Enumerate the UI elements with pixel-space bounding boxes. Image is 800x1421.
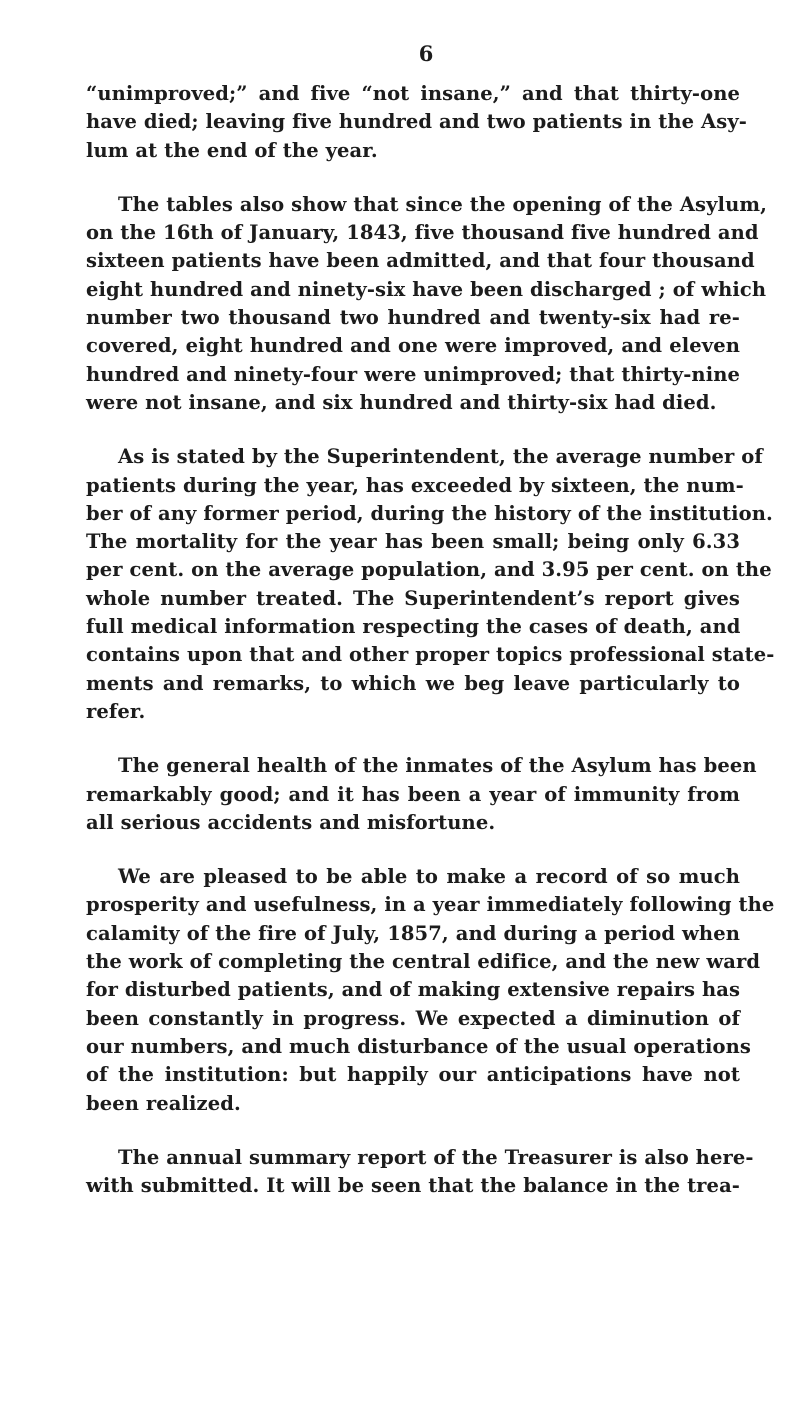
- document-body: [86, 80, 775, 1226]
- text-line: have died; leaving five hundred and two patients in the Asy-: [86, 110, 747, 134]
- text-line: with submitted. It will be seen that the balance in the trea-: [86, 1174, 740, 1198]
- text-line: ments and remarks, to which we beg leave particularly to: [86, 671, 740, 695]
- text-line: our numbers, and much disturbance of the usual operations: [86, 1034, 751, 1058]
- paragraph-3: [86, 443, 775, 726]
- text-line: patients during the year, has exceeded by sixteen, the num-: [86, 473, 744, 497]
- text-line: sixteen patients have been admitted, and that four thousand: [86, 249, 755, 273]
- text-line: contains upon that and other proper topics professional state-: [86, 643, 775, 667]
- text-line: been constantly in progress. We expected a diminution of: [86, 1006, 740, 1030]
- text-line: eight hundred and ninety-six have been discharged ; of which: [86, 277, 767, 301]
- text-line: calamity of the fire of July, 1857, and during a period when: [86, 921, 740, 945]
- text-line: hundred and ninety-four were unimproved; that thirty-nine: [86, 362, 740, 386]
- text-line: per cent. on the average population, and 3.95 per cent. on the: [86, 558, 772, 582]
- text-line: the work of completing the central edifice, and the new ward: [86, 950, 761, 974]
- text-line: The annual summary report of the Treasurer is also here-: [118, 1145, 754, 1169]
- text-line: As is stated by the Superintendent, the average number of: [118, 445, 763, 469]
- paragraph-6: [86, 1144, 754, 1201]
- paragraph-2: [86, 191, 767, 417]
- text-line: were not insane, and six hundred and thirty-six had died.: [86, 390, 717, 414]
- paragraph-4: [86, 752, 757, 837]
- text-line: been realized.: [86, 1091, 241, 1115]
- text-line: We are pleased to be able to make a record of so much: [118, 865, 740, 889]
- text-line: full medical information respecting the cases of death, and: [86, 615, 741, 639]
- text-line: “unimproved;” and five “not insane,” and that thirty-one: [86, 82, 740, 105]
- paragraph-1: [86, 80, 747, 165]
- text-line: number two thousand two hundred and twenty-six had re-: [86, 306, 740, 330]
- text-line: prosperity and usefulness, in a year immediately following the: [86, 893, 775, 917]
- text-line: ber of any former period, during the history of the institution.: [86, 501, 773, 525]
- text-line: all serious accidents and misfortune.: [86, 810, 496, 834]
- page-number: 6: [418, 41, 434, 66]
- text-line: for disturbed patients, and of making extensive repairs has: [86, 978, 741, 1002]
- text-line: The tables also show that since the opening of the Asylum,: [118, 192, 767, 216]
- text-line: refer.: [86, 699, 146, 723]
- text-line: The general health of the inmates of the Asylum has been: [118, 754, 757, 778]
- text-line: The mortality for the year has been small; being only 6.33: [86, 530, 740, 554]
- paragraph-5: [86, 863, 775, 1118]
- text-line: covered, eight hundred and one were improved, and eleven: [86, 334, 740, 358]
- text-line: on the 16th of January, 1843, five thousand five hundred and: [86, 221, 759, 245]
- text-line: whole number treated. The Superintendent’s report gives: [86, 586, 740, 610]
- text-line: lum at the end of the year.: [86, 138, 378, 162]
- text-line: remarkably good; and it has been a year of immunity from: [86, 782, 740, 806]
- text-line: of the institution: but happily our anticipations have not: [86, 1063, 740, 1087]
